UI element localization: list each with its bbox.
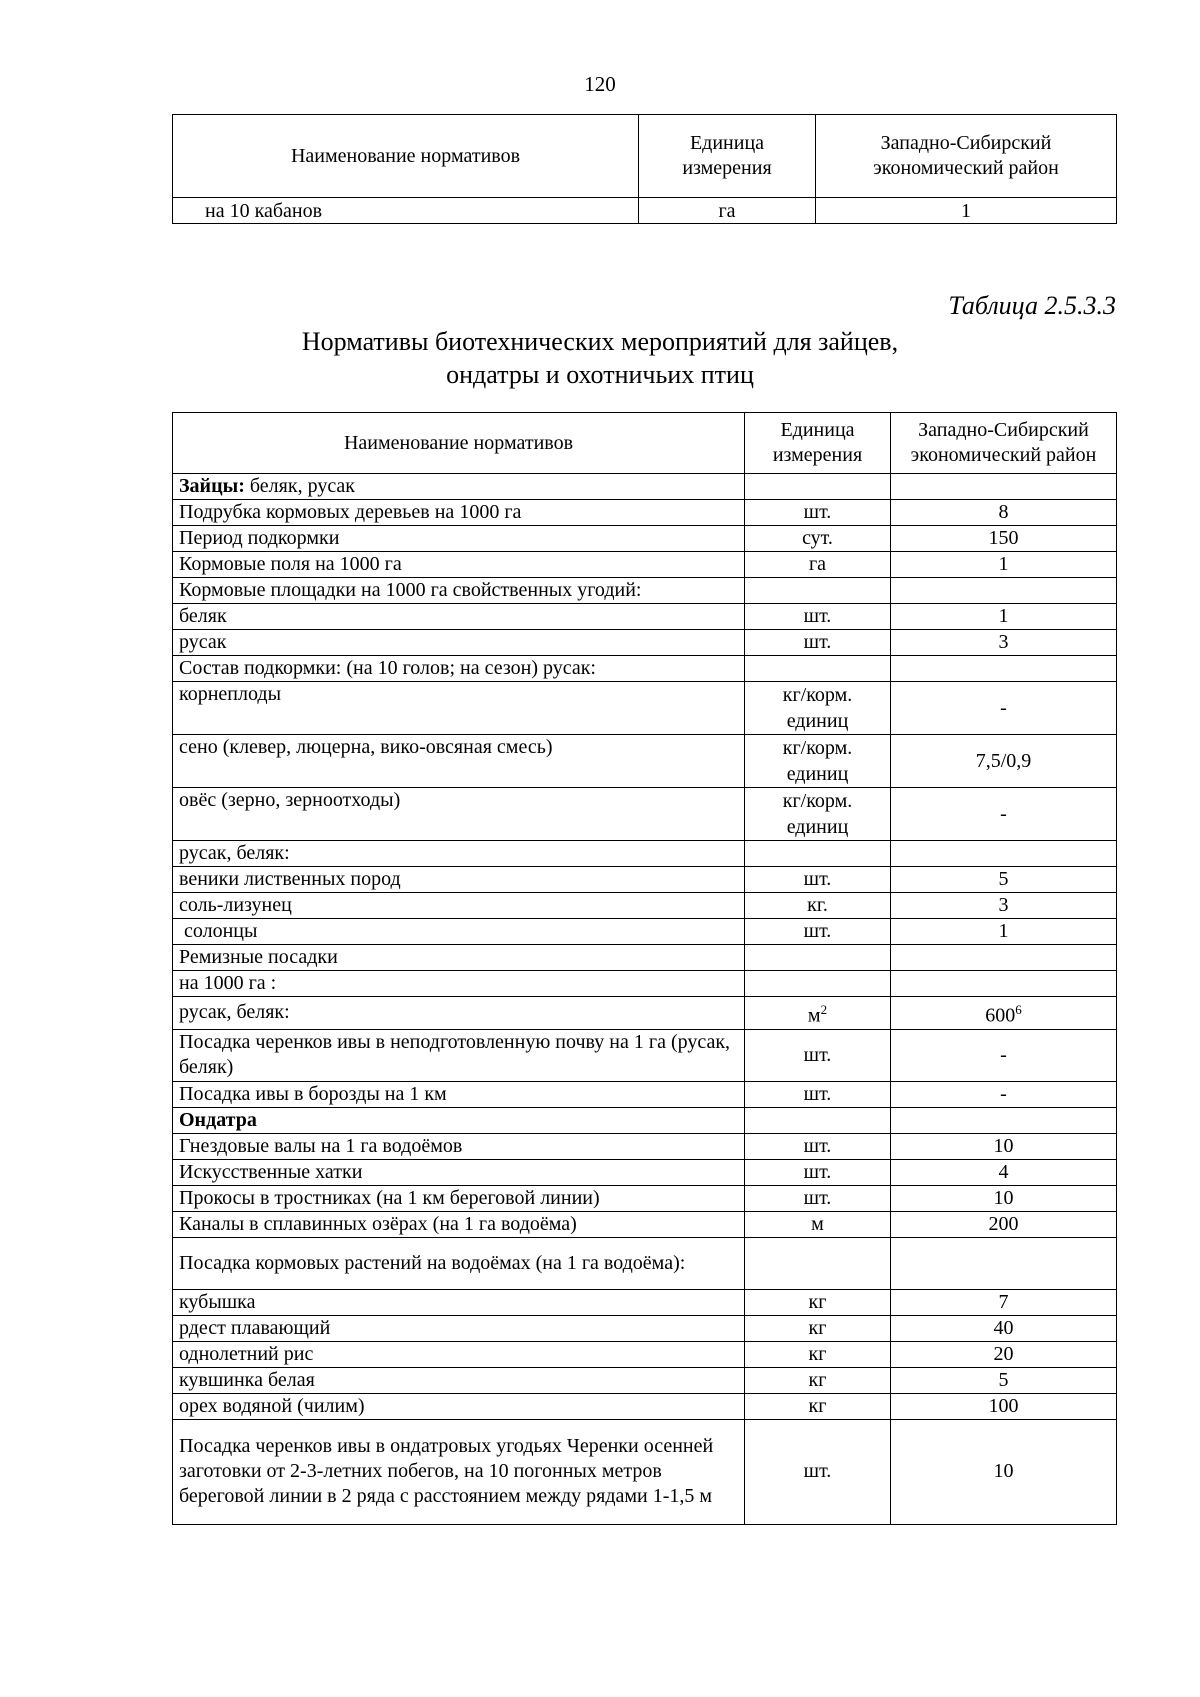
row-unit: [745, 1159, 891, 1185]
row-value-text: 4: [998, 1160, 1009, 1183]
row-value-text: 1: [998, 605, 1009, 627]
header-region: Западно-Сибирский экономический район: [816, 115, 1117, 198]
row-value: [891, 1237, 1117, 1289]
table-row: [173, 1107, 1117, 1133]
row-name: [173, 1081, 745, 1107]
row-name-text: соль-лизунец: [179, 894, 292, 916]
row-name-text: рдест плавающий: [179, 1316, 331, 1339]
row-unit-text: шт.: [803, 1082, 832, 1105]
row-value: [891, 1107, 1117, 1133]
row-unit-line-1: кг/корм.: [782, 684, 853, 706]
row-value: [891, 682, 1117, 735]
row-unit-stack: [783, 735, 853, 787]
table-row: [173, 1133, 1117, 1159]
table-row: [173, 656, 1117, 682]
row-unit: [745, 1185, 891, 1211]
table-caption: Таблица 2.5.3.3: [948, 291, 1116, 320]
table-row: [173, 841, 1117, 867]
table-header-row: [173, 115, 1117, 198]
table-title-line-1: Нормативы биотехнических мероприятий для зайцев,: [301, 327, 899, 356]
row-unit: [745, 630, 891, 656]
row-value-text: 8: [998, 501, 1009, 523]
table-header-row: [173, 413, 1117, 474]
row-name: [173, 1341, 745, 1367]
row-value: [891, 788, 1117, 841]
row-value-text: -: [1000, 1043, 1007, 1066]
row-name-text: сено (клевер, люцерна, вико-овсяная смесь): [179, 736, 553, 758]
row-unit-text: га: [808, 553, 827, 575]
row-value: [891, 867, 1117, 893]
row-unit-line-2: единиц: [786, 710, 849, 732]
row-name: [173, 893, 745, 919]
header-region: [891, 413, 1117, 474]
row-name-text: Посадка черенков ивы в ондатровых угодьях Черенки осенней заготовки от 2-3-летних побегов, на 10 погонных метров береговой линии в 2 ряда с расстоянием между рядами 1-1,5 м: [179, 1435, 719, 1508]
row-value-text: 10: [993, 1186, 1014, 1209]
row-value: [891, 656, 1117, 682]
table-row: [173, 1211, 1117, 1237]
row-name: [173, 735, 745, 788]
row-unit-text: шт.: [803, 920, 832, 942]
row-name: [173, 1029, 745, 1081]
row-value-text: 10: [993, 1460, 1014, 1483]
table-row: [173, 919, 1117, 945]
row-name-text: однолетний рис: [179, 1342, 314, 1365]
table-row: [173, 526, 1117, 552]
row-name-text: Состав подкормки: (на 10 голов; на сезон) русак:: [179, 657, 596, 679]
row-unit: [745, 997, 891, 1030]
row-unit: [745, 735, 891, 788]
row-name-text: кубышка: [179, 1290, 256, 1313]
row-name: [173, 1393, 745, 1419]
row-value: [891, 630, 1117, 656]
row-name: [173, 500, 745, 526]
row-value-text: 200: [988, 1212, 1019, 1235]
table-row: [173, 630, 1117, 656]
row-value: [891, 997, 1117, 1030]
row-value-text: -: [1000, 802, 1007, 825]
row-value-text: 3: [998, 631, 1009, 653]
row-name-text: Кормовые поля на 1000 га: [179, 553, 402, 575]
row-name-text: корнеплоды: [179, 683, 282, 705]
table-row: [173, 552, 1117, 578]
header-region-line-1: Западно-Сибирский: [918, 419, 1089, 441]
row-unit-text: кг: [808, 1368, 827, 1391]
row-name: [173, 867, 745, 893]
row-unit: [745, 919, 891, 945]
row-name: [173, 1289, 745, 1315]
row-unit-text: шт.: [803, 1043, 832, 1066]
table-row: [173, 997, 1117, 1030]
row-name: [173, 841, 745, 867]
row-name: [173, 682, 745, 735]
row-value: [891, 1393, 1117, 1419]
row-name: [173, 945, 745, 971]
row-value: [891, 500, 1117, 526]
table-row: [173, 198, 1117, 224]
row-value-text: 10: [993, 1134, 1014, 1157]
row-unit: [745, 1315, 891, 1341]
row-unit: [745, 1289, 891, 1315]
row-value: [891, 1159, 1117, 1185]
table-row: [173, 867, 1117, 893]
row-value-text: -: [1000, 1082, 1007, 1105]
row-name: [173, 971, 745, 997]
header-unit: Единица измерения: [639, 115, 816, 198]
table-row: [173, 1081, 1117, 1107]
row-unit-line-2: единиц: [786, 816, 849, 838]
table-row: [173, 1159, 1117, 1185]
row-unit-text: шт.: [803, 868, 832, 890]
row-unit: [745, 867, 891, 893]
table-row: [173, 1185, 1117, 1211]
row-name-text: кувшинка белая: [179, 1368, 315, 1391]
table-row: [173, 1289, 1117, 1315]
row-unit: [745, 578, 891, 604]
row-unit: [745, 500, 891, 526]
row-name-text: Подрубка кормовых деревьев на 1000 га: [179, 501, 522, 523]
table-row: [173, 1367, 1117, 1393]
row-name-text: Период подкормки: [179, 527, 340, 549]
row-unit-text: кг.: [807, 894, 828, 916]
row-unit-line-2: единиц: [786, 763, 849, 785]
row-name-text: на 1000 га :: [179, 972, 277, 994]
row-unit-text: шт.: [803, 605, 832, 627]
table-row: [173, 682, 1117, 735]
row-name-text: орех водяной (чилим): [179, 1394, 365, 1417]
row-unit: [745, 1393, 891, 1419]
row-value: [891, 552, 1117, 578]
row-value: [891, 1133, 1117, 1159]
row-value: [891, 841, 1117, 867]
row-unit-text: кг: [808, 1290, 827, 1313]
row-value: [891, 604, 1117, 630]
row-unit: [745, 682, 891, 735]
row-value-text: -: [1000, 696, 1007, 719]
row-unit-text: шт.: [803, 1460, 832, 1483]
table-row: [173, 500, 1117, 526]
table-row: [173, 971, 1117, 997]
table-row: [173, 1315, 1117, 1341]
row-name: [173, 1419, 745, 1524]
row-unit-stack: [783, 682, 853, 734]
row-name: [173, 919, 745, 945]
row-name-text: беляк: [179, 605, 227, 627]
table-row: [173, 604, 1117, 630]
row-name-text: Каналы в сплавинных озёрах (на 1 га водоёма): [179, 1212, 577, 1235]
row-unit: [745, 1341, 891, 1367]
row-unit-text: шт.: [803, 501, 832, 523]
row-name-text: русак, беляк:: [179, 1001, 290, 1024]
row-unit-text: шт.: [803, 1134, 832, 1157]
row-unit: [745, 656, 891, 682]
row-name: [173, 1237, 745, 1289]
norms-table: [172, 412, 1117, 1525]
row-name: [173, 526, 745, 552]
row-name-text: Ремизные посадки: [179, 946, 338, 968]
row-unit: [745, 788, 891, 841]
row-value-text: 5: [998, 868, 1009, 890]
table-row: [173, 1237, 1117, 1289]
header-unit-line-2: измерения: [772, 444, 863, 466]
row-unit: [745, 971, 891, 997]
table-row: [173, 474, 1117, 500]
row-name-text: веники лиственных пород: [179, 868, 401, 890]
row-unit-text: кг: [808, 1342, 827, 1365]
row-name-text: русак, беляк:: [179, 842, 290, 864]
row-value: [891, 1341, 1117, 1367]
row-name: [173, 474, 745, 500]
row-name-text: Гнездовые валы на 1 га водоёмов: [179, 1134, 463, 1157]
row-unit: [745, 526, 891, 552]
table-row: [173, 945, 1117, 971]
continuation-table: [172, 114, 1117, 224]
row-value: [891, 1419, 1117, 1524]
header-unit-line-1: Единица: [780, 419, 855, 441]
row-name: [173, 656, 745, 682]
row-unit: [745, 474, 891, 500]
row-name: [173, 604, 745, 630]
row-value: [891, 578, 1117, 604]
row-unit: [745, 1367, 891, 1393]
page-number: 120: [584, 72, 616, 96]
row-value-text: 100: [988, 1394, 1019, 1417]
row-unit: [745, 604, 891, 630]
header-region-line-2: экономический район: [910, 444, 1097, 466]
row-name-bold: Ондатра: [179, 1108, 257, 1131]
row-unit-text: сут.: [802, 527, 833, 549]
row-unit-line-1: кг/корм.: [782, 790, 853, 812]
row-value-text: 3: [998, 894, 1009, 916]
row-name-text: Прокосы в тростниках (на 1 км береговой линии): [179, 1186, 600, 1209]
row-name: [173, 552, 745, 578]
row-unit: [745, 1107, 891, 1133]
row-unit-text: кг: [808, 1394, 827, 1417]
row-unit-text: шт.: [803, 1186, 832, 1209]
row-unit-superscript: 2: [820, 1002, 828, 1017]
row-name: [173, 788, 745, 841]
table-row: [173, 1029, 1117, 1081]
row-name: [173, 1185, 745, 1211]
row-value-text: 150: [988, 527, 1019, 549]
table-row: [173, 1419, 1117, 1524]
row-name: [173, 1133, 745, 1159]
row-unit: [745, 1133, 891, 1159]
row-name-text: солонцы: [179, 920, 258, 942]
row-name: [173, 630, 745, 656]
row-unit: [745, 841, 891, 867]
row-name-text: Искусственные хатки: [179, 1160, 363, 1183]
row-value: [891, 1185, 1117, 1211]
row-unit: [745, 552, 891, 578]
header-name: Наименование нормативов: [173, 115, 639, 198]
table-row: [173, 735, 1117, 788]
row-name-text: русак: [179, 631, 227, 653]
table-row: [173, 1341, 1117, 1367]
row-unit-text: м: [807, 1004, 821, 1027]
row-unit: [745, 1419, 891, 1524]
row-value: [891, 1315, 1117, 1341]
row-name: [173, 578, 745, 604]
row-name-bold: Зайцы:: [179, 475, 245, 497]
row-name: [173, 1367, 745, 1393]
header-name: Наименование нормативов: [173, 413, 745, 474]
row-value-text: 600: [985, 1004, 1016, 1027]
row-unit: [745, 1237, 891, 1289]
row-value: [891, 1211, 1117, 1237]
header-unit: [745, 413, 891, 474]
row-name-text: овёс (зерно, зерноотходы): [179, 789, 401, 811]
row-value: [891, 945, 1117, 971]
row-value: 1: [816, 198, 1117, 224]
table-row: [173, 1393, 1117, 1419]
row-name: [173, 1211, 745, 1237]
row-value-superscript: 6: [1015, 1002, 1022, 1017]
row-name-text: Посадка черенков ивы в неподготовленную почву на 1 га (русак, беляк): [179, 1031, 736, 1079]
row-name-text: Кормовые площадки на 1000 га свойственных угодий:: [179, 579, 642, 601]
row-unit-text: м: [811, 1212, 824, 1235]
row-unit-stack: [783, 788, 853, 840]
row-name: [173, 1159, 745, 1185]
table-row: [173, 893, 1117, 919]
row-name: [173, 1107, 745, 1133]
row-value: [891, 1081, 1117, 1107]
row-value: [891, 526, 1117, 552]
row-value: [891, 1289, 1117, 1315]
row-value: [891, 474, 1117, 500]
row-unit: га: [639, 198, 816, 224]
table-title: [0, 325, 1200, 391]
row-value: [891, 893, 1117, 919]
row-value: [891, 735, 1117, 788]
row-name-text: Посадка кормовых растений на водоёмах (на 1 га водоёма):: [179, 1251, 686, 1274]
row-value-text: 7: [998, 1290, 1009, 1313]
table-row: [173, 578, 1117, 604]
row-value: [891, 971, 1117, 997]
row-unit: [745, 893, 891, 919]
row-value-text: 1: [998, 920, 1009, 942]
row-unit: [745, 1211, 891, 1237]
row-name: [173, 1315, 745, 1341]
row-value-text: 1: [998, 553, 1009, 575]
row-unit: [745, 1029, 891, 1081]
row-unit: [745, 945, 891, 971]
row-value-text: 40: [993, 1316, 1014, 1339]
row-value: [891, 1367, 1117, 1393]
row-name: [173, 997, 745, 1030]
row-name-text: беляк, русак: [244, 475, 356, 497]
row-value-text: 5: [998, 1368, 1009, 1391]
row-unit-text: кг: [808, 1316, 827, 1339]
row-value-text: 7,5/0,9: [975, 749, 1032, 772]
norms-table-body: [173, 474, 1117, 1525]
row-value-text: 20: [993, 1342, 1014, 1365]
table-title-line-2: ондатры и охотничьих птиц: [446, 360, 754, 389]
row-name: на 10 кабанов: [173, 198, 639, 224]
row-unit-text: шт.: [803, 1160, 832, 1183]
row-unit-text: шт.: [803, 631, 832, 653]
row-unit: [745, 1081, 891, 1107]
row-value: [891, 919, 1117, 945]
row-name-text: Посадка ивы в борозды на 1 км: [179, 1082, 447, 1105]
row-unit-line-1: кг/корм.: [782, 737, 853, 759]
table-row: [173, 788, 1117, 841]
row-value: [891, 1029, 1117, 1081]
